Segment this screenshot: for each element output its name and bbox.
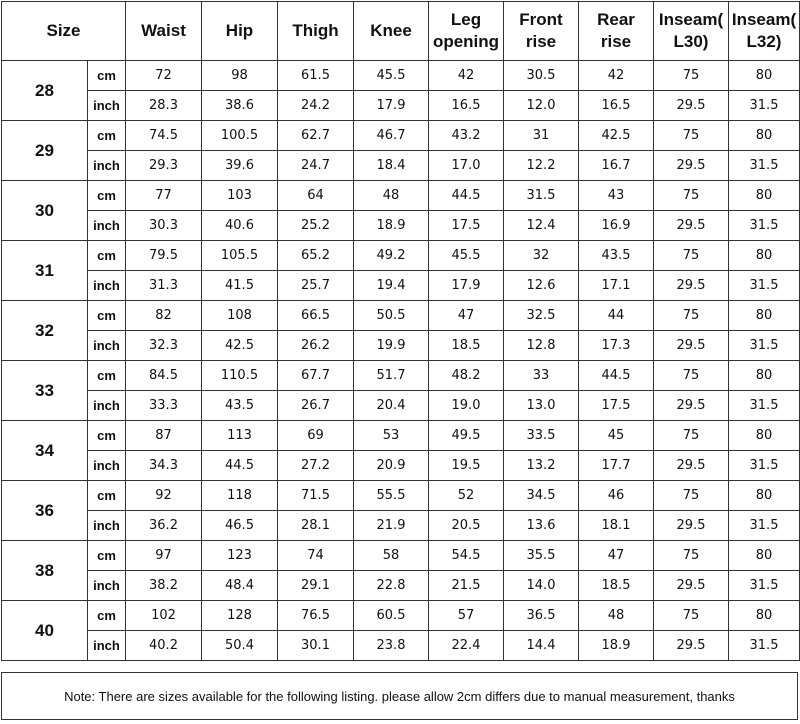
size-cm-row bbox=[2, 61, 800, 91]
size-label: 29 bbox=[2, 121, 88, 181]
measurement-cell: 29.5 bbox=[654, 391, 729, 421]
unit-label: inch bbox=[88, 391, 126, 421]
measurement-cell: 33.5 bbox=[504, 421, 579, 451]
size-inch-row bbox=[2, 271, 800, 301]
measurement-cell: 80 bbox=[729, 301, 800, 331]
size-cm-row bbox=[2, 181, 800, 211]
measurement-cell: 110.5 bbox=[202, 361, 278, 391]
measurement-cell: 31.5 bbox=[729, 91, 800, 121]
measurement-cell: 42.5 bbox=[202, 331, 278, 361]
measurement-cell: 64 bbox=[278, 181, 354, 211]
measurement-cell: 44.5 bbox=[429, 181, 504, 211]
measurement-cell: 80 bbox=[729, 481, 800, 511]
measurement-cell: 18.9 bbox=[354, 211, 429, 241]
measurement-cell: 87 bbox=[126, 421, 202, 451]
measurement-cell: 17.0 bbox=[429, 151, 504, 181]
measurement-cell: 26.7 bbox=[278, 391, 354, 421]
measurement-cell: 27.2 bbox=[278, 451, 354, 481]
measurement-cell: 55.5 bbox=[354, 481, 429, 511]
size-label: 30 bbox=[2, 181, 88, 241]
measurement-cell: 102 bbox=[126, 601, 202, 631]
measurement-cell: 128 bbox=[202, 601, 278, 631]
measurement-cell: 31.5 bbox=[729, 271, 800, 301]
measurement-cell: 46 bbox=[579, 481, 654, 511]
measurement-cell: 51.7 bbox=[354, 361, 429, 391]
measurement-cell: 113 bbox=[202, 421, 278, 451]
size-header: Size bbox=[2, 2, 126, 61]
measurement-cell: 24.2 bbox=[278, 91, 354, 121]
measurement-cell: 65.2 bbox=[278, 241, 354, 271]
measurement-cell: 32.5 bbox=[504, 301, 579, 331]
measurement-cell: 48 bbox=[579, 601, 654, 631]
measurement-cell: 28.3 bbox=[126, 91, 202, 121]
measurement-cell: 36.5 bbox=[504, 601, 579, 631]
measurement-cell: 22.4 bbox=[429, 631, 504, 661]
measurement-cell: 18.9 bbox=[579, 631, 654, 661]
measurement-cell: 80 bbox=[729, 601, 800, 631]
measurement-cell: 26.2 bbox=[278, 331, 354, 361]
measurement-cell: 31.3 bbox=[126, 271, 202, 301]
measurement-cell: 31.5 bbox=[729, 451, 800, 481]
measurement-cell: 75 bbox=[654, 601, 729, 631]
measurement-cell: 28.1 bbox=[278, 511, 354, 541]
measurement-cell: 29.5 bbox=[654, 211, 729, 241]
measurement-cell: 13.0 bbox=[504, 391, 579, 421]
measurement-cell: 58 bbox=[354, 541, 429, 571]
measurement-cell: 72 bbox=[126, 61, 202, 91]
measurement-cell: 77 bbox=[126, 181, 202, 211]
measurement-cell: 75 bbox=[654, 481, 729, 511]
unit-label: inch bbox=[88, 451, 126, 481]
size-label: 36 bbox=[2, 481, 88, 541]
measurement-cell: 46.7 bbox=[354, 121, 429, 151]
measurement-cell: 38.6 bbox=[202, 91, 278, 121]
measurement-cell: 53 bbox=[354, 421, 429, 451]
measurement-cell: 82 bbox=[126, 301, 202, 331]
measurement-cell: 31.5 bbox=[729, 331, 800, 361]
measurement-cell: 19.4 bbox=[354, 271, 429, 301]
measurement-cell: 75 bbox=[654, 541, 729, 571]
measurement-cell: 43.5 bbox=[579, 241, 654, 271]
measurement-cell: 75 bbox=[654, 61, 729, 91]
size-label: 31 bbox=[2, 241, 88, 301]
unit-label: cm bbox=[88, 601, 126, 631]
col-header-inseam-l32: Inseam( L32) bbox=[729, 2, 800, 61]
measurement-cell: 29.5 bbox=[654, 91, 729, 121]
measurement-cell: 31.5 bbox=[729, 211, 800, 241]
measurement-cell: 20.9 bbox=[354, 451, 429, 481]
measurement-cell: 21.5 bbox=[429, 571, 504, 601]
unit-label: inch bbox=[88, 271, 126, 301]
measurement-cell: 29.5 bbox=[654, 271, 729, 301]
measurement-cell: 30.3 bbox=[126, 211, 202, 241]
measurement-cell: 76.5 bbox=[278, 601, 354, 631]
size-inch-row bbox=[2, 151, 800, 181]
unit-label: inch bbox=[88, 571, 126, 601]
measurement-cell: 52 bbox=[429, 481, 504, 511]
size-cm-row bbox=[2, 241, 800, 271]
header-row bbox=[2, 2, 800, 61]
size-rows bbox=[2, 61, 800, 661]
measurement-cell: 12.0 bbox=[504, 91, 579, 121]
measurement-cell: 13.6 bbox=[504, 511, 579, 541]
measurement-cell: 43.5 bbox=[202, 391, 278, 421]
measurement-cell: 31 bbox=[504, 121, 579, 151]
measurement-cell: 29.5 bbox=[654, 571, 729, 601]
size-label: 28 bbox=[2, 61, 88, 121]
measurement-cell: 13.2 bbox=[504, 451, 579, 481]
size-inch-row bbox=[2, 571, 800, 601]
size-cm-row bbox=[2, 541, 800, 571]
measurement-cell: 16.9 bbox=[579, 211, 654, 241]
col-header-hip: Hip bbox=[202, 2, 278, 61]
size-inch-row bbox=[2, 91, 800, 121]
size-label: 33 bbox=[2, 361, 88, 421]
measurement-cell: 80 bbox=[729, 61, 800, 91]
measurement-cell: 20.5 bbox=[429, 511, 504, 541]
measurement-cell: 17.7 bbox=[579, 451, 654, 481]
measurement-cell: 32 bbox=[504, 241, 579, 271]
measurement-cell: 45.5 bbox=[429, 241, 504, 271]
unit-label: cm bbox=[88, 181, 126, 211]
size-inch-row bbox=[2, 511, 800, 541]
measurement-cell: 74.5 bbox=[126, 121, 202, 151]
measurement-cell: 31.5 bbox=[729, 391, 800, 421]
size-label: 38 bbox=[2, 541, 88, 601]
measurement-cell: 12.6 bbox=[504, 271, 579, 301]
measurement-cell: 34.3 bbox=[126, 451, 202, 481]
measurement-cell: 44 bbox=[579, 301, 654, 331]
measurement-cell: 14.4 bbox=[504, 631, 579, 661]
measurement-cell: 31.5 bbox=[729, 571, 800, 601]
measurement-cell: 45.5 bbox=[354, 61, 429, 91]
measurement-cell: 21.9 bbox=[354, 511, 429, 541]
measurement-cell: 75 bbox=[654, 121, 729, 151]
size-inch-row bbox=[2, 451, 800, 481]
size-label: 40 bbox=[2, 601, 88, 661]
measurement-cell: 40.2 bbox=[126, 631, 202, 661]
measurement-cell: 103 bbox=[202, 181, 278, 211]
measurement-cell: 25.7 bbox=[278, 271, 354, 301]
measurement-cell: 75 bbox=[654, 361, 729, 391]
measurement-cell: 44.5 bbox=[202, 451, 278, 481]
unit-label: cm bbox=[88, 421, 126, 451]
measurement-cell: 20.4 bbox=[354, 391, 429, 421]
col-header-leg-opening: Leg opening bbox=[429, 2, 504, 61]
measurement-cell: 31.5 bbox=[729, 511, 800, 541]
measurement-cell: 48 bbox=[354, 181, 429, 211]
measurement-cell: 17.9 bbox=[429, 271, 504, 301]
measurement-cell: 19.5 bbox=[429, 451, 504, 481]
size-inch-row bbox=[2, 331, 800, 361]
measurement-cell: 42 bbox=[579, 61, 654, 91]
measurement-cell: 67.7 bbox=[278, 361, 354, 391]
measurement-cell: 31.5 bbox=[729, 151, 800, 181]
measurement-cell: 29.1 bbox=[278, 571, 354, 601]
unit-label: inch bbox=[88, 151, 126, 181]
measurement-cell: 46.5 bbox=[202, 511, 278, 541]
measurement-cell: 18.1 bbox=[579, 511, 654, 541]
col-header-rear-rise: Rear rise bbox=[579, 2, 654, 61]
measurement-cell: 16.5 bbox=[579, 91, 654, 121]
size-inch-row bbox=[2, 631, 800, 661]
measurement-cell: 43 bbox=[579, 181, 654, 211]
measurement-cell: 29.5 bbox=[654, 151, 729, 181]
measurement-cell: 38.2 bbox=[126, 571, 202, 601]
measurement-cell: 24.7 bbox=[278, 151, 354, 181]
size-inch-row bbox=[2, 211, 800, 241]
measurement-cell: 33 bbox=[504, 361, 579, 391]
measurement-cell: 25.2 bbox=[278, 211, 354, 241]
measurement-cell: 48.2 bbox=[429, 361, 504, 391]
measurement-cell: 19.0 bbox=[429, 391, 504, 421]
measurement-cell: 50.5 bbox=[354, 301, 429, 331]
measurement-cell: 18.4 bbox=[354, 151, 429, 181]
col-header-knee: Knee bbox=[354, 2, 429, 61]
size-inch-row bbox=[2, 391, 800, 421]
measurement-cell: 31.5 bbox=[504, 181, 579, 211]
col-header-thigh: Thigh bbox=[278, 2, 354, 61]
measurement-cell: 16.7 bbox=[579, 151, 654, 181]
size-cm-row bbox=[2, 361, 800, 391]
measurement-cell: 80 bbox=[729, 181, 800, 211]
measurement-cell: 29.3 bbox=[126, 151, 202, 181]
measurement-cell: 16.5 bbox=[429, 91, 504, 121]
measurement-cell: 19.9 bbox=[354, 331, 429, 361]
unit-label: cm bbox=[88, 301, 126, 331]
measurement-cell: 62.7 bbox=[278, 121, 354, 151]
measurement-cell: 79.5 bbox=[126, 241, 202, 271]
measurement-cell: 12.8 bbox=[504, 331, 579, 361]
measurement-cell: 47 bbox=[579, 541, 654, 571]
measurement-cell: 12.4 bbox=[504, 211, 579, 241]
measurement-cell: 97 bbox=[126, 541, 202, 571]
measurement-cell: 29.5 bbox=[654, 511, 729, 541]
measurement-cell: 80 bbox=[729, 361, 800, 391]
measurement-cell: 92 bbox=[126, 481, 202, 511]
measurement-cell: 41.5 bbox=[202, 271, 278, 301]
col-header-waist: Waist bbox=[126, 2, 202, 61]
measurement-cell: 18.5 bbox=[579, 571, 654, 601]
measurement-cell: 23.8 bbox=[354, 631, 429, 661]
measurement-cell: 39.6 bbox=[202, 151, 278, 181]
measurement-cell: 29.5 bbox=[654, 331, 729, 361]
measurement-cell: 30.5 bbox=[504, 61, 579, 91]
unit-label: inch bbox=[88, 91, 126, 121]
unit-label: cm bbox=[88, 361, 126, 391]
measurement-cell: 74 bbox=[278, 541, 354, 571]
measurement-cell: 17.5 bbox=[429, 211, 504, 241]
measurement-cell: 42 bbox=[429, 61, 504, 91]
unit-label: inch bbox=[88, 631, 126, 661]
measurement-cell: 108 bbox=[202, 301, 278, 331]
measurement-cell: 75 bbox=[654, 241, 729, 271]
measurement-cell: 22.8 bbox=[354, 571, 429, 601]
measurement-cell: 31.5 bbox=[729, 631, 800, 661]
measurement-cell: 80 bbox=[729, 421, 800, 451]
measurement-cell: 49.5 bbox=[429, 421, 504, 451]
measurement-cell: 80 bbox=[729, 541, 800, 571]
measurement-cell: 17.1 bbox=[579, 271, 654, 301]
measurement-cell: 98 bbox=[202, 61, 278, 91]
unit-label: cm bbox=[88, 481, 126, 511]
unit-label: inch bbox=[88, 331, 126, 361]
measurement-cell: 44.5 bbox=[579, 361, 654, 391]
size-label: 32 bbox=[2, 301, 88, 361]
measurement-cell: 61.5 bbox=[278, 61, 354, 91]
measurement-cell: 17.5 bbox=[579, 391, 654, 421]
unit-label: cm bbox=[88, 61, 126, 91]
measurement-cell: 69 bbox=[278, 421, 354, 451]
size-label: 34 bbox=[2, 421, 88, 481]
measurement-cell: 40.6 bbox=[202, 211, 278, 241]
measurement-cell: 100.5 bbox=[202, 121, 278, 151]
measurement-cell: 30.1 bbox=[278, 631, 354, 661]
measurement-cell: 80 bbox=[729, 121, 800, 151]
unit-label: inch bbox=[88, 211, 126, 241]
measurement-cell: 57 bbox=[429, 601, 504, 631]
measurement-cell: 123 bbox=[202, 541, 278, 571]
col-header-front-rise: Front rise bbox=[504, 2, 579, 61]
measurement-cell: 18.5 bbox=[429, 331, 504, 361]
measurement-cell: 45 bbox=[579, 421, 654, 451]
measurement-cell: 35.5 bbox=[504, 541, 579, 571]
measurement-cell: 14.0 bbox=[504, 571, 579, 601]
measurement-cell: 17.9 bbox=[354, 91, 429, 121]
col-header-inseam-l30: Inseam( L30) bbox=[654, 2, 729, 61]
size-cm-row bbox=[2, 301, 800, 331]
measurement-note: Note: There are sizes available for the following listing. please allow 2cm differs due to manual measurement, thanks bbox=[1, 672, 798, 720]
measurement-cell: 71.5 bbox=[278, 481, 354, 511]
measurement-cell: 54.5 bbox=[429, 541, 504, 571]
size-cm-row bbox=[2, 421, 800, 451]
measurement-cell: 36.2 bbox=[126, 511, 202, 541]
size-chart-table bbox=[1, 1, 800, 661]
measurement-cell: 105.5 bbox=[202, 241, 278, 271]
measurement-cell: 50.4 bbox=[202, 631, 278, 661]
measurement-cell: 43.2 bbox=[429, 121, 504, 151]
measurement-cell: 84.5 bbox=[126, 361, 202, 391]
measurement-cell: 33.3 bbox=[126, 391, 202, 421]
measurement-cell: 47 bbox=[429, 301, 504, 331]
measurement-cell: 29.5 bbox=[654, 631, 729, 661]
measurement-cell: 32.3 bbox=[126, 331, 202, 361]
measurement-cell: 42.5 bbox=[579, 121, 654, 151]
measurement-cell: 75 bbox=[654, 181, 729, 211]
measurement-cell: 34.5 bbox=[504, 481, 579, 511]
size-cm-row bbox=[2, 481, 800, 511]
measurement-cell: 49.2 bbox=[354, 241, 429, 271]
size-cm-row bbox=[2, 121, 800, 151]
measurement-cell: 118 bbox=[202, 481, 278, 511]
unit-label: inch bbox=[88, 511, 126, 541]
measurement-cell: 48.4 bbox=[202, 571, 278, 601]
measurement-cell: 60.5 bbox=[354, 601, 429, 631]
measurement-cell: 80 bbox=[729, 241, 800, 271]
size-cm-row bbox=[2, 601, 800, 631]
measurement-cell: 75 bbox=[654, 301, 729, 331]
unit-label: cm bbox=[88, 541, 126, 571]
unit-label: cm bbox=[88, 121, 126, 151]
unit-label: cm bbox=[88, 241, 126, 271]
measurement-cell: 66.5 bbox=[278, 301, 354, 331]
measurement-cell: 12.2 bbox=[504, 151, 579, 181]
measurement-cell: 75 bbox=[654, 421, 729, 451]
measurement-cell: 29.5 bbox=[654, 451, 729, 481]
measurement-cell: 17.3 bbox=[579, 331, 654, 361]
